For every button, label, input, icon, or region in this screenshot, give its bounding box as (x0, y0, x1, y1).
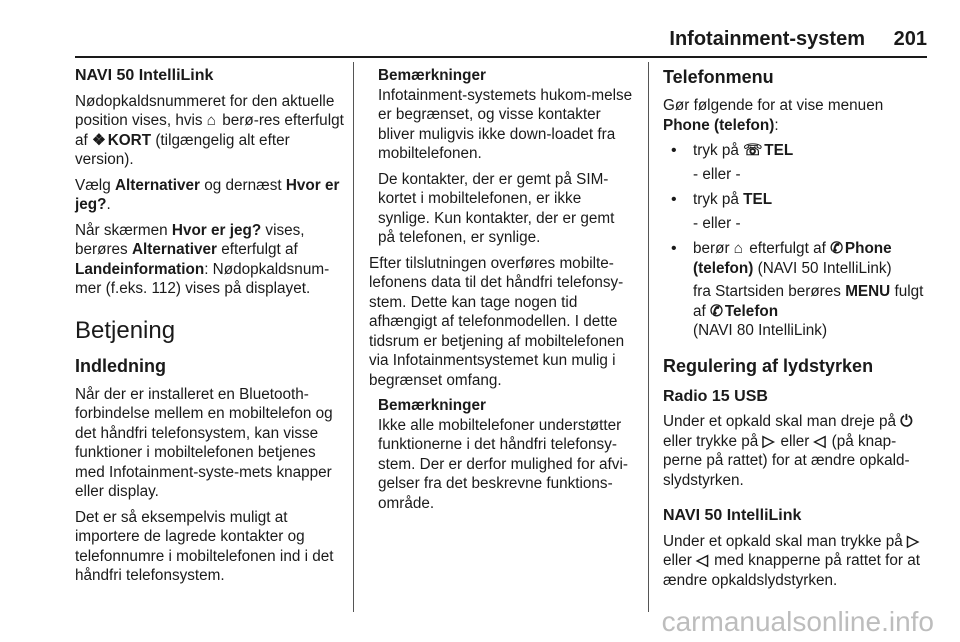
column-divider-1 (353, 62, 354, 612)
column-1 (75, 66, 345, 592)
note-1-text-2: De kontakter, der er gemt på SIM-kortet i mobiltelefonen, er ikke synlige. Kun kontakter, der er gemt på telefonen, er synlige. (378, 170, 615, 246)
column-divider-2 (648, 62, 649, 612)
home-icon: ⌂ (733, 240, 744, 257)
note-1 (369, 66, 634, 248)
column-3 (663, 66, 933, 596)
note-2-heading: Bemærkninger (378, 397, 486, 414)
volume-heading: Regulering af lydstyrken (663, 355, 874, 376)
section-heading-betjening: Betjening (75, 316, 176, 344)
paragraph-intro: Når der er installeret en Bluetooth-forbindelse mellem en mobiltelefon og det håndfri telefonsystem, kan visse funktioner i mobiltelefonen betjenes med Infotainment-syste-mets knapper eller display. (75, 385, 333, 500)
map-icon: ❖ (92, 131, 106, 149)
paragraph-radio15: Under et opkald skal man dreje på ⏻ eller trykke på ▷ eller ◁ (på knap-perne på rattet) for at ændre opkald-slydstyrken. (663, 413, 913, 489)
header-title: Infotainment-system (669, 28, 865, 50)
or-2: - eller - (693, 214, 741, 232)
phone-icon: ✆ (710, 302, 723, 320)
volume-up-icon: ▷ (762, 432, 775, 450)
volume-down-icon: ◁ (813, 432, 826, 450)
watermark: carmanualsonline.info (661, 606, 934, 637)
page-header (75, 28, 927, 58)
paragraph-where: Når skærmen Hvor er jeg? vises, berøres Alternativer efterfulgt af Landeinformation: Nødopkaldsnum-mer (f.eks. 112) vises på displayet. (75, 221, 330, 297)
home-icon: ⌂ (206, 112, 217, 129)
note-1-heading: Bemærkninger (378, 67, 486, 84)
power-knob-icon: ⏻ (900, 413, 913, 430)
volume-up-icon: ▷ (907, 532, 919, 550)
bullet-2: • tryk på TEL (663, 190, 933, 210)
bullet-3: • berør ⌂ efterfulgt af ✆ Phone (telefon) (NAVI 50 IntelliLink) (663, 239, 933, 278)
page-number: 201 (893, 28, 927, 50)
note-2 (369, 396, 634, 513)
paragraph-select: Vælg Alternativer og dernæst Hvor er jeg?. (75, 176, 340, 213)
paragraph-transfer: Efter tilslutningen overføres mobilte-lefonens data til det håndfri telefonsy-stem. Dette kan tage nogen tid afhængigt af telefonmodellen. I dette tidsrum er betjening af mobiltelefonen via Infotainmentsystemet kun mulig i begrænset omfang. (369, 254, 625, 389)
navi50-volume-heading: NAVI 50 IntelliLink (663, 507, 802, 524)
radio15-heading: Radio 15 USB (663, 387, 768, 405)
volume-down-icon: ◁ (696, 552, 708, 569)
bullet-1: • tryk på ☏ TEL (663, 141, 933, 161)
paragraph-menu: Gør følgende for at vise menuen Phone (telefon): (663, 97, 884, 134)
column-2 (369, 66, 634, 519)
subsection-heading-indledning: Indledning (75, 355, 166, 376)
telefonmenu-heading: Telefonmenu (663, 67, 774, 87)
phone-icon: ✆ (830, 240, 843, 257)
paragraph-emergency: Nødopkaldsnummeret for den aktuelle position vises, hvis ⌂ berø-res efterfulgt af ❖ KORT (tilgængelig alt efter version). (75, 92, 344, 168)
paragraph-navi50: Under et opkald skal man trykke på ▷ eller ◁ med knapperne på rattet for at ændre opkaldslydstyrken. (663, 532, 920, 589)
paragraph-import: Det er så eksempelvis muligt at importere de lagrede kontakter og telefonnumre i mobiltelefonen ind i det håndfri telefonsystem. (75, 508, 334, 584)
or-1: - eller - (693, 165, 741, 183)
sub-navi80: fra Startsiden berøres MENU fulgt af ✆ Telefon (NAVI 80 IntelliLink) (693, 283, 924, 339)
note-2-text: Ikke alle mobiltelefoner understøtter funktionerne i det håndfri telefonsy-stem. Der er derfor mulighed for afvi-gelser fra det beskrevne funktions-område. (378, 416, 628, 512)
phone-button-icon: ☏ (743, 142, 763, 159)
navi50-heading: NAVI 50 IntelliLink (75, 67, 214, 84)
note-1-text-1: Infotainment-systemets hukom-melse er begrænset, og visse kontakter bliver muligvis ikke down-loadet fra mobiltelefonen. (378, 86, 633, 162)
